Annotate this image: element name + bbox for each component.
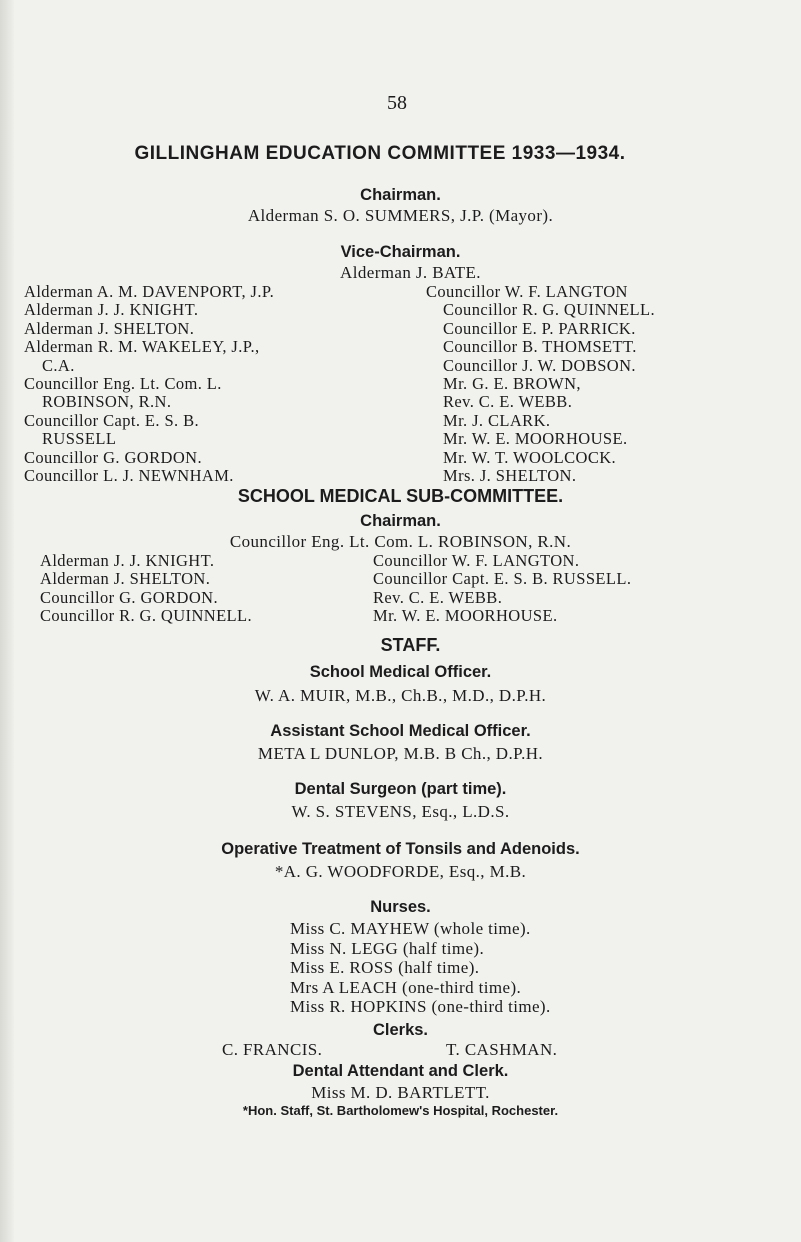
- member: Alderman A. M. DAVENPORT, J.P.: [24, 282, 275, 301]
- subcommittee-members-right: [373, 552, 631, 626]
- nurses-list: [290, 919, 551, 1017]
- member: Rev. C. E. WEBB.: [373, 587, 503, 607]
- nurse: Miss E. ROSS (half time).: [290, 958, 480, 977]
- member: ROBINSON, R.N.: [42, 392, 172, 412]
- subcommittee-chairman-heading: Chairman.: [360, 512, 441, 530]
- member: Councillor B. THOMSETT.: [443, 337, 637, 357]
- nurses-heading: Nurses.: [370, 898, 431, 916]
- chairman-heading: Chairman.: [360, 186, 441, 204]
- member: Alderman J. J. KNIGHT.: [24, 300, 199, 320]
- member: Mr. W. T. WOOLCOCK.: [443, 447, 617, 467]
- member: Councillor Eng. Lt. Com. L.: [24, 374, 222, 394]
- chairman-name: Alderman S. O. SUMMERS, J.P. (Mayor).: [247, 206, 554, 225]
- member: Alderman R. M. WAKELEY, J.P.,: [24, 337, 260, 357]
- clerk: C. FRANCIS.: [222, 1040, 323, 1059]
- member: Councillor E. P. PARRICK.: [443, 318, 636, 338]
- member: Mr. W. E. MOORHOUSE.: [443, 429, 628, 449]
- attendant-name: Miss M. D. BARTLETT.: [311, 1083, 490, 1102]
- asmo-heading: Assistant School Medical Officer.: [270, 722, 531, 740]
- member: Councillor L. J. NEWNHAM.: [24, 466, 234, 486]
- member: Councillor W. F. LANGTON.: [373, 551, 580, 570]
- member: Councillor Capt. E. S. B. RUSSELL.: [373, 569, 632, 589]
- operative-heading: Operative Treatment of Tonsils and Adenoids.: [221, 840, 580, 858]
- member: Councillor J. W. DOBSON.: [443, 355, 636, 375]
- staff-heading: STAFF.: [380, 635, 441, 655]
- nurse: Mrs A LEACH (one-third time).: [290, 977, 522, 997]
- member: Councillor R. G. QUINNELL.: [443, 300, 656, 320]
- smo-name: W. A. MUIR, M.B., Ch.B., M.D., D.P.H.: [254, 686, 547, 705]
- subcommittee-chairman: Councillor Eng. Lt. Com. L. ROBINSON, R.N.: [229, 532, 572, 551]
- nurse: Miss R. HOPKINS (one-third time).: [290, 997, 551, 1016]
- member: Councillor W. F. LANGTON: [426, 282, 628, 301]
- footnote: *Hon. Staff, St. Bartholomew's Hospital, Rochester.: [242, 1103, 559, 1118]
- member: Mr. J. CLARK.: [443, 410, 551, 430]
- vice-chairman-heading: Vice-Chairman.: [340, 243, 461, 261]
- nurse: Miss N. LEGG (half time).: [290, 938, 485, 958]
- subcommittee-heading: SCHOOL MEDICAL SUB-COMMITTEE.: [237, 486, 564, 506]
- member: Councillor G. GORDON.: [40, 587, 218, 607]
- member: Rev. C. E. WEBB.: [443, 392, 573, 412]
- member: C.A.: [42, 355, 75, 375]
- asmo-name: META L DUNLOP, M.B. B Ch., D.P.H.: [257, 744, 544, 763]
- member: Mr. G. E. BROWN,: [443, 374, 581, 394]
- member: Alderman J. J. KNIGHT.: [40, 551, 215, 570]
- page-title: GILLINGHAM EDUCATION COMMITTEE 1933—1934.: [134, 143, 626, 164]
- member: Mrs. J. SHELTON.: [443, 466, 577, 486]
- member: Mr. W. E. MOORHOUSE.: [373, 606, 558, 626]
- committee-members-right: [426, 283, 655, 485]
- page-number: 58: [387, 92, 407, 114]
- clerk: T. CASHMAN.: [446, 1040, 558, 1059]
- subcommittee-members-left: [40, 552, 252, 626]
- vice-chairman-name: Alderman J. BATE.: [340, 263, 481, 282]
- operative-name: *A. G. WOODFORDE, Esq., M.B.: [274, 862, 527, 881]
- dental-heading: Dental Surgeon (part time).: [294, 780, 507, 798]
- dental-name: W. S. STEVENS, Esq., L.D.S.: [291, 802, 510, 821]
- member: Councillor R. G. QUINNELL.: [40, 606, 253, 626]
- clerks-heading: Clerks.: [372, 1021, 429, 1039]
- member: Alderman J. SHELTON.: [24, 318, 195, 338]
- member: RUSSELL: [42, 429, 117, 449]
- member: Alderman J. SHELTON.: [40, 569, 211, 589]
- committee-members-left: [24, 283, 274, 485]
- member: Councillor Capt. E. S. B.: [24, 410, 199, 430]
- smo-heading: School Medical Officer.: [309, 663, 492, 681]
- member: Councillor G. GORDON.: [24, 447, 202, 467]
- attendant-heading: Dental Attendant and Clerk.: [292, 1062, 509, 1080]
- nurse: Miss C. MAYHEW (whole time).: [290, 919, 531, 938]
